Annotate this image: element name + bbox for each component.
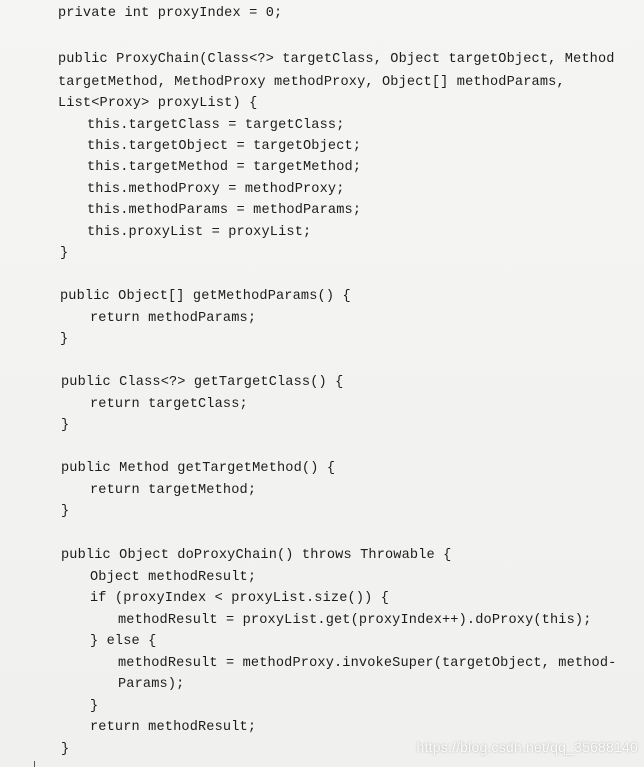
code-line: return methodResult; <box>90 720 257 735</box>
code-line: public Method getTargetMethod() { <box>61 461 336 476</box>
code-line: if (proxyIndex < proxyList.size()) { <box>90 591 390 606</box>
code-line: } <box>61 418 70 433</box>
code-line: methodResult = proxyList.get(proxyIndex++).doProxy(this); <box>118 613 592 628</box>
watermark: https://blog.csdn.net/qq_35688140 <box>416 739 638 755</box>
code-line: } <box>61 504 70 519</box>
code-line: Params); <box>118 677 185 692</box>
code-line: List<Proxy> proxyList) { <box>58 96 258 111</box>
code-line: return targetClass; <box>90 397 248 412</box>
code-line: this.proxyList = proxyList; <box>87 225 312 240</box>
code-line: public Class<?> getTargetClass() { <box>61 375 344 390</box>
code-line: } <box>60 246 69 261</box>
code-line: public Object doProxyChain() throws Throwable { <box>61 548 452 563</box>
code-line: } else { <box>90 634 157 649</box>
code-line: this.targetObject = targetObject; <box>87 139 362 154</box>
code-line: Object methodResult; <box>90 570 257 585</box>
code-line: targetMethod, MethodProxy methodProxy, Object[] methodParams, <box>58 75 565 90</box>
page-corner-mark <box>34 761 41 767</box>
code-line: } <box>61 742 70 757</box>
code-line: this.targetMethod = targetMethod; <box>87 160 362 175</box>
code-line: return methodParams; <box>90 311 257 326</box>
code-line: private int proxyIndex = 0; <box>58 6 283 21</box>
code-line: } <box>90 699 99 714</box>
code-line: this.targetClass = targetClass; <box>87 118 345 133</box>
code-line: public ProxyChain(Class<?> targetClass, Object targetObject, Method <box>58 52 615 67</box>
code-line: methodResult = methodProxy.invokeSuper(targetObject, method- <box>118 656 617 671</box>
code-line: } <box>60 332 69 347</box>
code-line: this.methodParams = methodParams; <box>87 203 362 218</box>
code-line: this.methodProxy = methodProxy; <box>87 182 345 197</box>
code-line: return targetMethod; <box>90 483 257 498</box>
code-line: public Object[] getMethodParams() { <box>60 289 351 304</box>
